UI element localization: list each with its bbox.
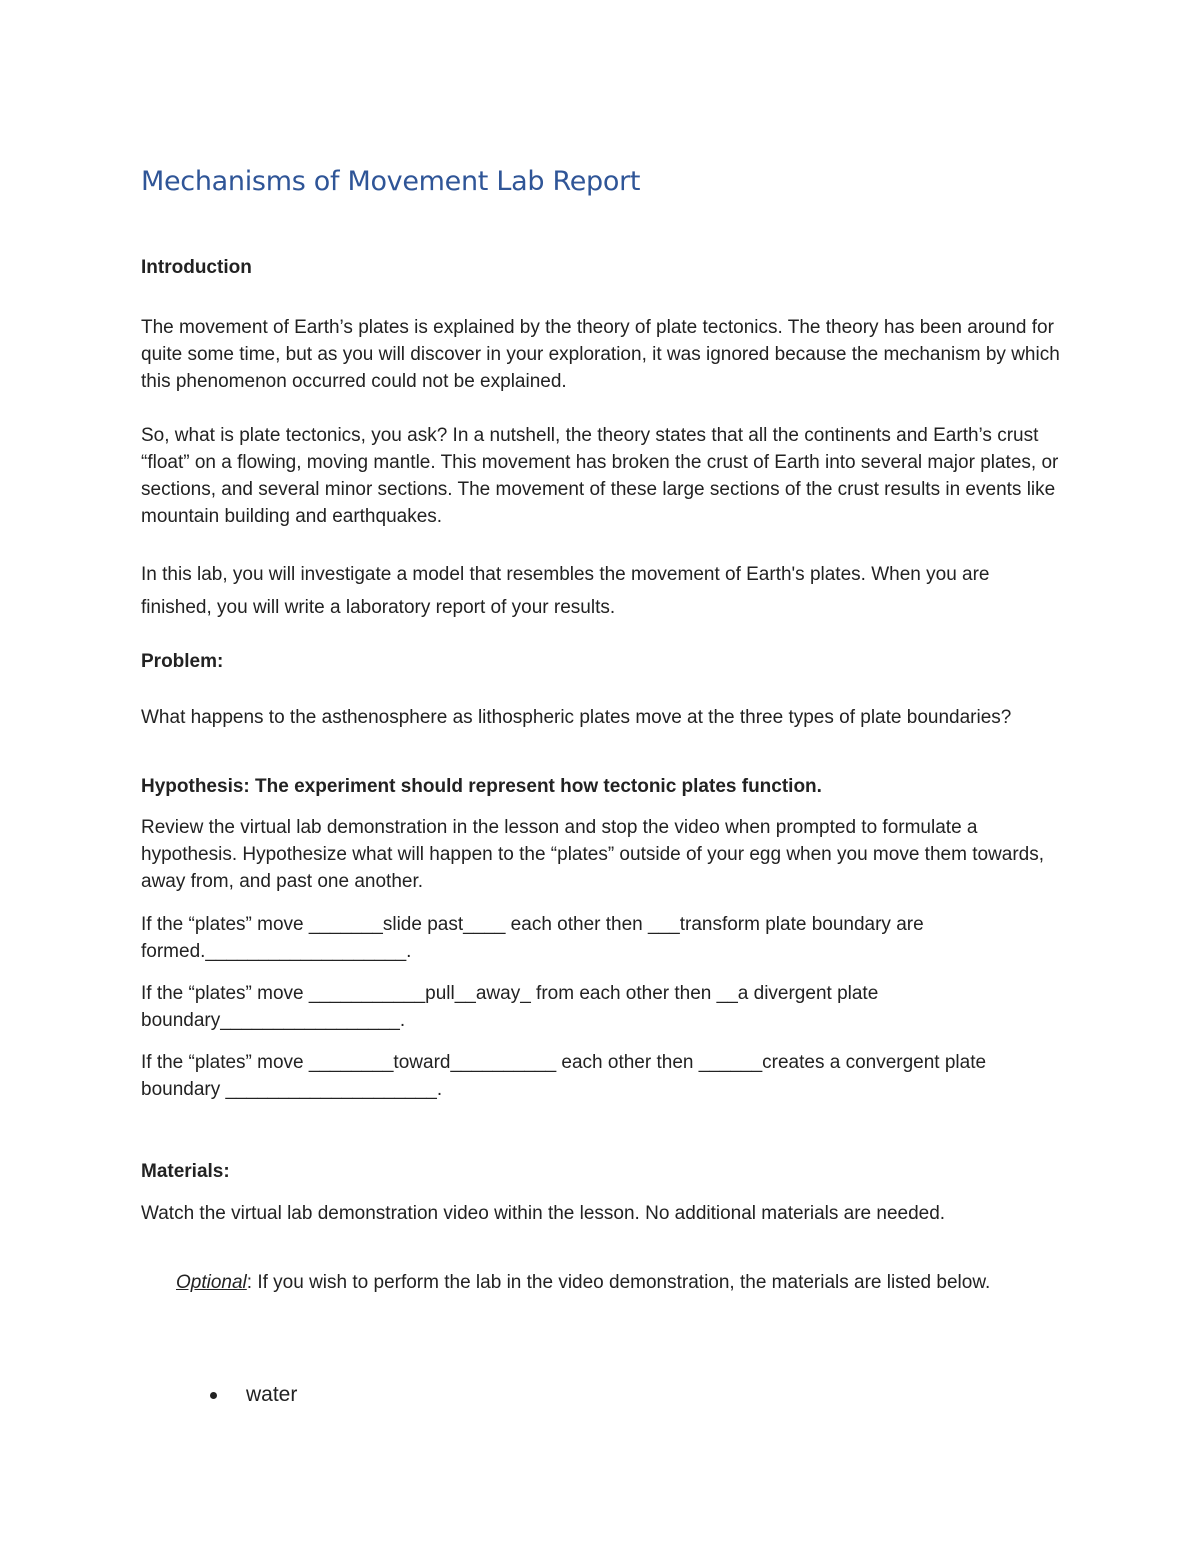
bullet-icon — [210, 1392, 217, 1399]
hypothesis-heading: Hypothesis: The experiment should represent how tectonic plates function. — [141, 776, 822, 797]
problem-heading: Problem: — [141, 651, 224, 672]
hypothesis-statement-2: If the “plates” move ___________pull__away_ from each other then __a divergent plate boundary_________________. — [141, 983, 879, 1031]
introduction-heading: Introduction — [141, 257, 252, 278]
introduction-paragraph-2: So, what is plate tectonics, you ask? In a nutshell, the theory states that all the continents and Earth’s crust “float” on a flowing, moving mantle. This movement has broken the crust of Earth into several major plates, or sections, and several minor sections. The movement of these large sections of the crust results in events like mountain building and earthquakes. — [141, 425, 1059, 527]
hypothesis-instructions: Review the virtual lab demonstration in the lesson and stop the video when prompted to formulate a hypothesis. Hypothesize what will happen to the “plates” outside of your egg when you move them towards, away from, and past one another. — [141, 817, 1045, 892]
materials-heading: Materials: — [141, 1161, 230, 1182]
hypothesis-statement-1: If the “plates” move _______slide past____ each other then ___transform plate boundary are formed.___________________. — [141, 914, 924, 962]
problem-text: What happens to the asthenosphere as lithospheric plates move at the three types of plate boundaries? — [141, 707, 1012, 728]
materials-text: Watch the virtual lab demonstration video within the lesson. No additional materials are needed. — [141, 1203, 946, 1224]
introduction-paragraph-1: The movement of Earth’s plates is explained by the theory of plate tectonics. The theory has been around for quite some time, but as you will discover in your exploration, it was ignored because the mechanism by which this phenomenon occurred could not be explained. — [141, 317, 1060, 392]
optional-text: : If you wish to perform the lab in the video demonstration, the materials are listed below. — [246, 1272, 991, 1293]
hypothesis-statement-3: If the “plates” move ________toward__________ each other then ______creates a convergent plate boundary ____________________. — [141, 1052, 987, 1100]
optional-label: Optional — [176, 1272, 247, 1293]
introduction-paragraph-3: In this lab, you will investigate a model that resembles the movement of Earth's plates. When you are finished, you will write a laboratory report of your results. — [141, 564, 990, 618]
document-title: Mechanisms of Movement Lab Report — [141, 166, 641, 197]
materials-list-item-label: water — [246, 1383, 298, 1406]
materials-optional-note — [176, 1269, 1061, 1296]
